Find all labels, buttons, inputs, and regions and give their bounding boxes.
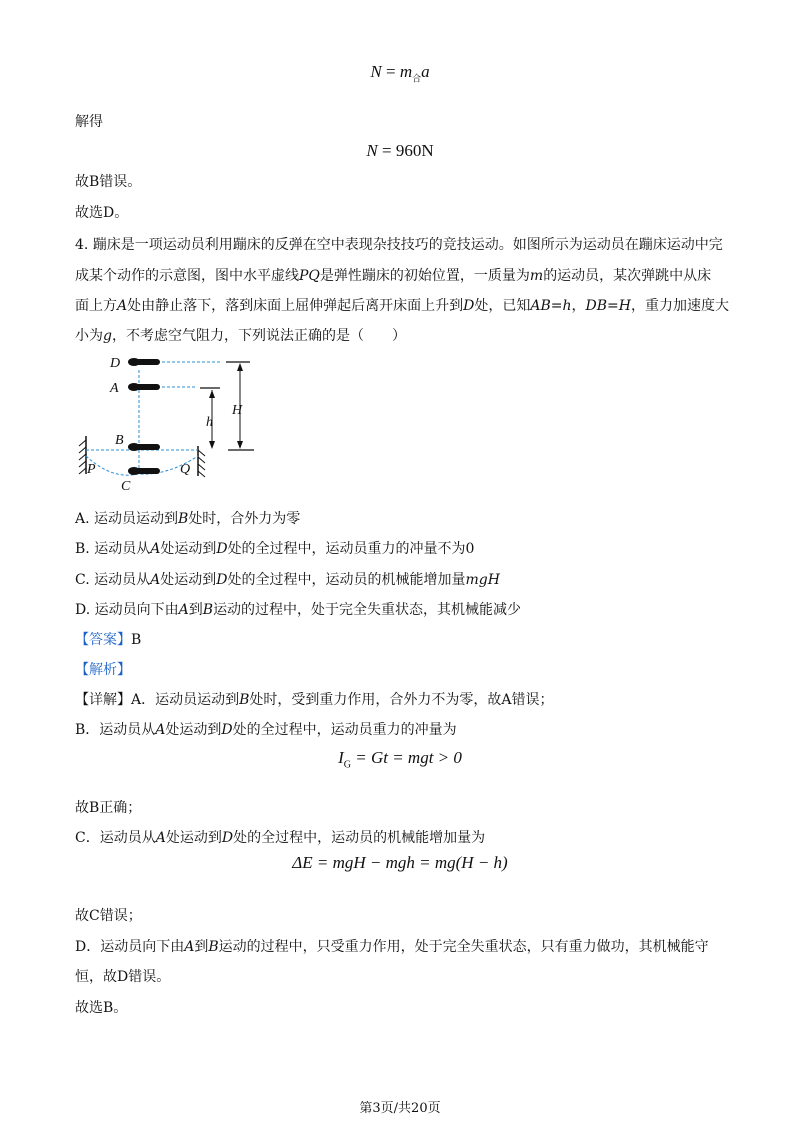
trampoline-diagram	[72, 352, 272, 500]
detail-c: C．运动员从A处运动到D处的全过程中，运动员的机械能增加量为	[75, 830, 486, 846]
athlete-c	[128, 467, 160, 475]
text-b-correct: 故B正确；	[75, 800, 142, 816]
text-choose-b: 故选B。	[75, 1000, 128, 1016]
formula-energy: ΔE = mgH − mgh = mg(H − h)	[292, 853, 508, 872]
h-small-arrow-head-top	[209, 390, 215, 398]
detail-d-line-2: 恒，故D错误。	[75, 969, 171, 985]
h-big-arrow-head-bottom	[237, 441, 243, 449]
label-c: C	[121, 479, 131, 494]
text-b-wrong-1: 故B错误。	[75, 174, 142, 190]
q4-line-1: 4. 蹦床是一项运动员利用蹦床的反弹在空中表现杂技技巧的竞技运动。如图所示为运动员在蹦床运动中完	[75, 237, 723, 253]
label-d: D	[110, 356, 121, 371]
athlete-b	[128, 443, 160, 451]
text-c-wrong: 故C错误；	[75, 908, 142, 924]
text-choose-d: 故选D。	[75, 205, 129, 221]
page-footer: 第3页/共20页	[359, 1101, 441, 1116]
text-jiede: 解得	[75, 114, 103, 130]
right-wall-hatch	[198, 450, 205, 477]
q4-line-3: 面上方A处由静止落下，落到床面上屈伸弹起后离开床面上升到D处，已知AB=h，DB=H，重力加速度大	[75, 298, 729, 314]
q4-line-2: 成某个动作的示意图，图中水平虚线PQ是弹性蹦床的初始位置，一质量为m的运动员，某次弹跳中从床	[75, 268, 712, 284]
label-q: Q	[180, 462, 191, 477]
option-a: A. 运动员运动到B处时，合外力为零	[75, 511, 301, 527]
label-h-small: h	[206, 415, 213, 430]
formula-newton: $N = m_合a$	[370, 62, 430, 84]
detail-a: 【详解】A．运动员运动到B处时，受到重力作用，合外力不为零，故A错误；	[75, 692, 554, 708]
option-d: D. 运动员向下由A到B运动的过程中，处于完全失重状态，其机械能减少	[75, 602, 522, 618]
formula-n-960: N = 960N	[366, 141, 434, 160]
detail-d-line-1: D．运动员向下由A到B运动的过程中，只受重力作用，处于完全失重状态，只有重力做功，其机械能守	[75, 939, 709, 955]
q4-line-4: 小为g，不考虑空气阻力，下列说法正确的是（ ）	[75, 328, 406, 344]
athlete-d	[128, 358, 160, 366]
label-p: P	[87, 462, 96, 477]
option-c: C. 运动员从A处运动到D处的全过程中，运动员的机械能增加量mgH	[75, 572, 500, 588]
athlete-a	[128, 383, 160, 391]
answer-line: 【答案】B	[75, 632, 142, 648]
label-a: A	[110, 381, 119, 396]
label-h-big: H	[232, 403, 243, 418]
detail-b: B．运动员从A处运动到D处的全过程中，运动员重力的冲量为	[75, 722, 457, 738]
analysis-tag: 【解析】	[75, 662, 131, 678]
label-b: B	[115, 433, 124, 448]
formula-impulse: $I_G = Gt$ = mgt > 0	[338, 748, 462, 771]
left-wall-hatch	[79, 440, 86, 474]
h-small-arrow-head-bottom	[209, 441, 215, 449]
h-big-arrow-head-top	[237, 363, 243, 371]
option-b: B. 运动员从A处运动到D处的全过程中，运动员重力的冲量不为0	[75, 541, 475, 557]
